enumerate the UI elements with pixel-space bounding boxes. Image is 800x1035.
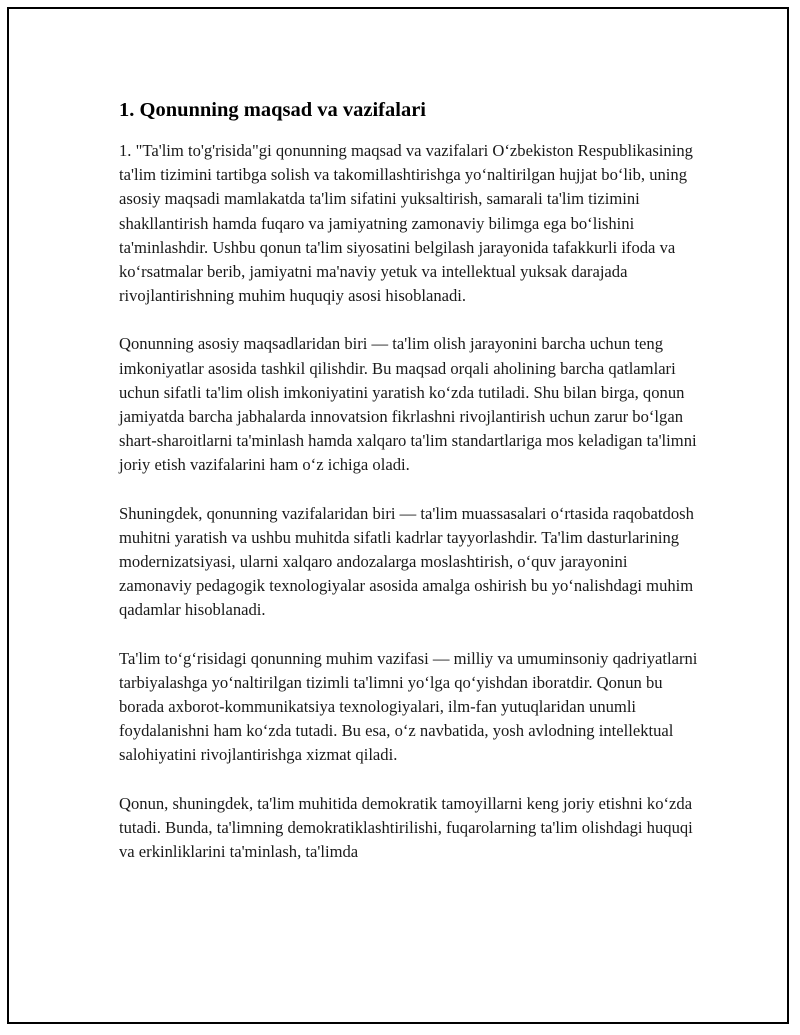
paragraph-4: Ta'lim to‘g‘risidagi qonunning muhim vazifasi — milliy va umuminsoniy qadriyatlarni tarbiyalashga yo‘naltirilgan tizimli ta'limni yo‘lga qo‘yishdan iboratdir. Qonun bu borada axborot-kommunikatsiya texnologiyalari, ilm-fan yutuqlaridan unumli foydalanishni ham ko‘zda tutadi. Bu esa, o‘z navbatida, yosh avlodning intellektual salohiyatini rivojlantirishga xizmat qiladi.: [119, 648, 698, 765]
document-page: [7, 7, 789, 1024]
paragraph-1: 1. "Ta'lim to'g'risida"gi qonunning maqsad va vazifalari O‘zbekiston Respublikasining ta'lim tizimini tartibga solish va takomillashtirishga yo‘naltirilgan hujjat bo‘lib, uning asosiy maqsadi mamlakatda ta'lim sifatini yuksaltirish, samarali ta'lim tizimini shakllantirish hamda fuqaro va jamiyatning zamonaviy bilimga ega bo‘lishini ta'minlashdir. Ushbu qonun ta'lim siyosatini belgilash jarayonida tafakkurli ifoda va ko‘rsatmalar berib, jamiyatni ma'naviy yetuk va intellektual yuksak darajada rivojlantirishning muhim huquqiy asosi hisoblanadi.: [119, 141, 693, 306]
paragraph-2: Qonunning asosiy maqsadlaridan biri — ta'lim olish jarayonini barcha uchun teng imkoniyatlar asosida tashkil qilishdir. Bu maqsad orqali aholining barcha qatlamlari uchun sifatli ta'lim olish imkoniyatini yaratish ko‘zda tutiladi. Shu bilan birga, qonun jamiyatda barcha jabhalarda innovatsion fikrlashni rivojlantirish uchun zarur bo‘lgan shart-sharoitlarni ta'minlash hamda xalqaro ta'lim standartlariga mos keladigan ta'limni joriy etish vazifalarini ham o‘z ichiga oladi.: [119, 334, 697, 475]
paragraph-5: Qonun, shuningdek, ta'lim muhitida demokratik tamoyillarni keng joriy etishni ko‘zda tutadi. Bunda, ta'limning demokratiklashtirilishi, fuqarolarning ta'lim olishdagi huquqi va erkinliklarini ta'minlash, ta'limda: [119, 793, 693, 862]
section-heading: 1. Qonunning maqsad va vazifalari: [119, 99, 426, 121]
document-body: [119, 97, 699, 888]
paragraph-3: Shuningdek, qonunning vazifalaridan biri — ta'lim muassasalari o‘rtasida raqobatdosh muhitni yaratish va ushbu muhitda sifatli kadrlar tayyorlashdir. Ta'lim dasturlarining modernizatsiyasi, ularni xalqaro andozalarga moslashtirish, o‘quv jarayonini zamonaviy pedagogik texnologiyalar asosida amalga oshirish bu yo‘nalishdagi muhim qadamlar hisoblanadi.: [119, 503, 694, 620]
